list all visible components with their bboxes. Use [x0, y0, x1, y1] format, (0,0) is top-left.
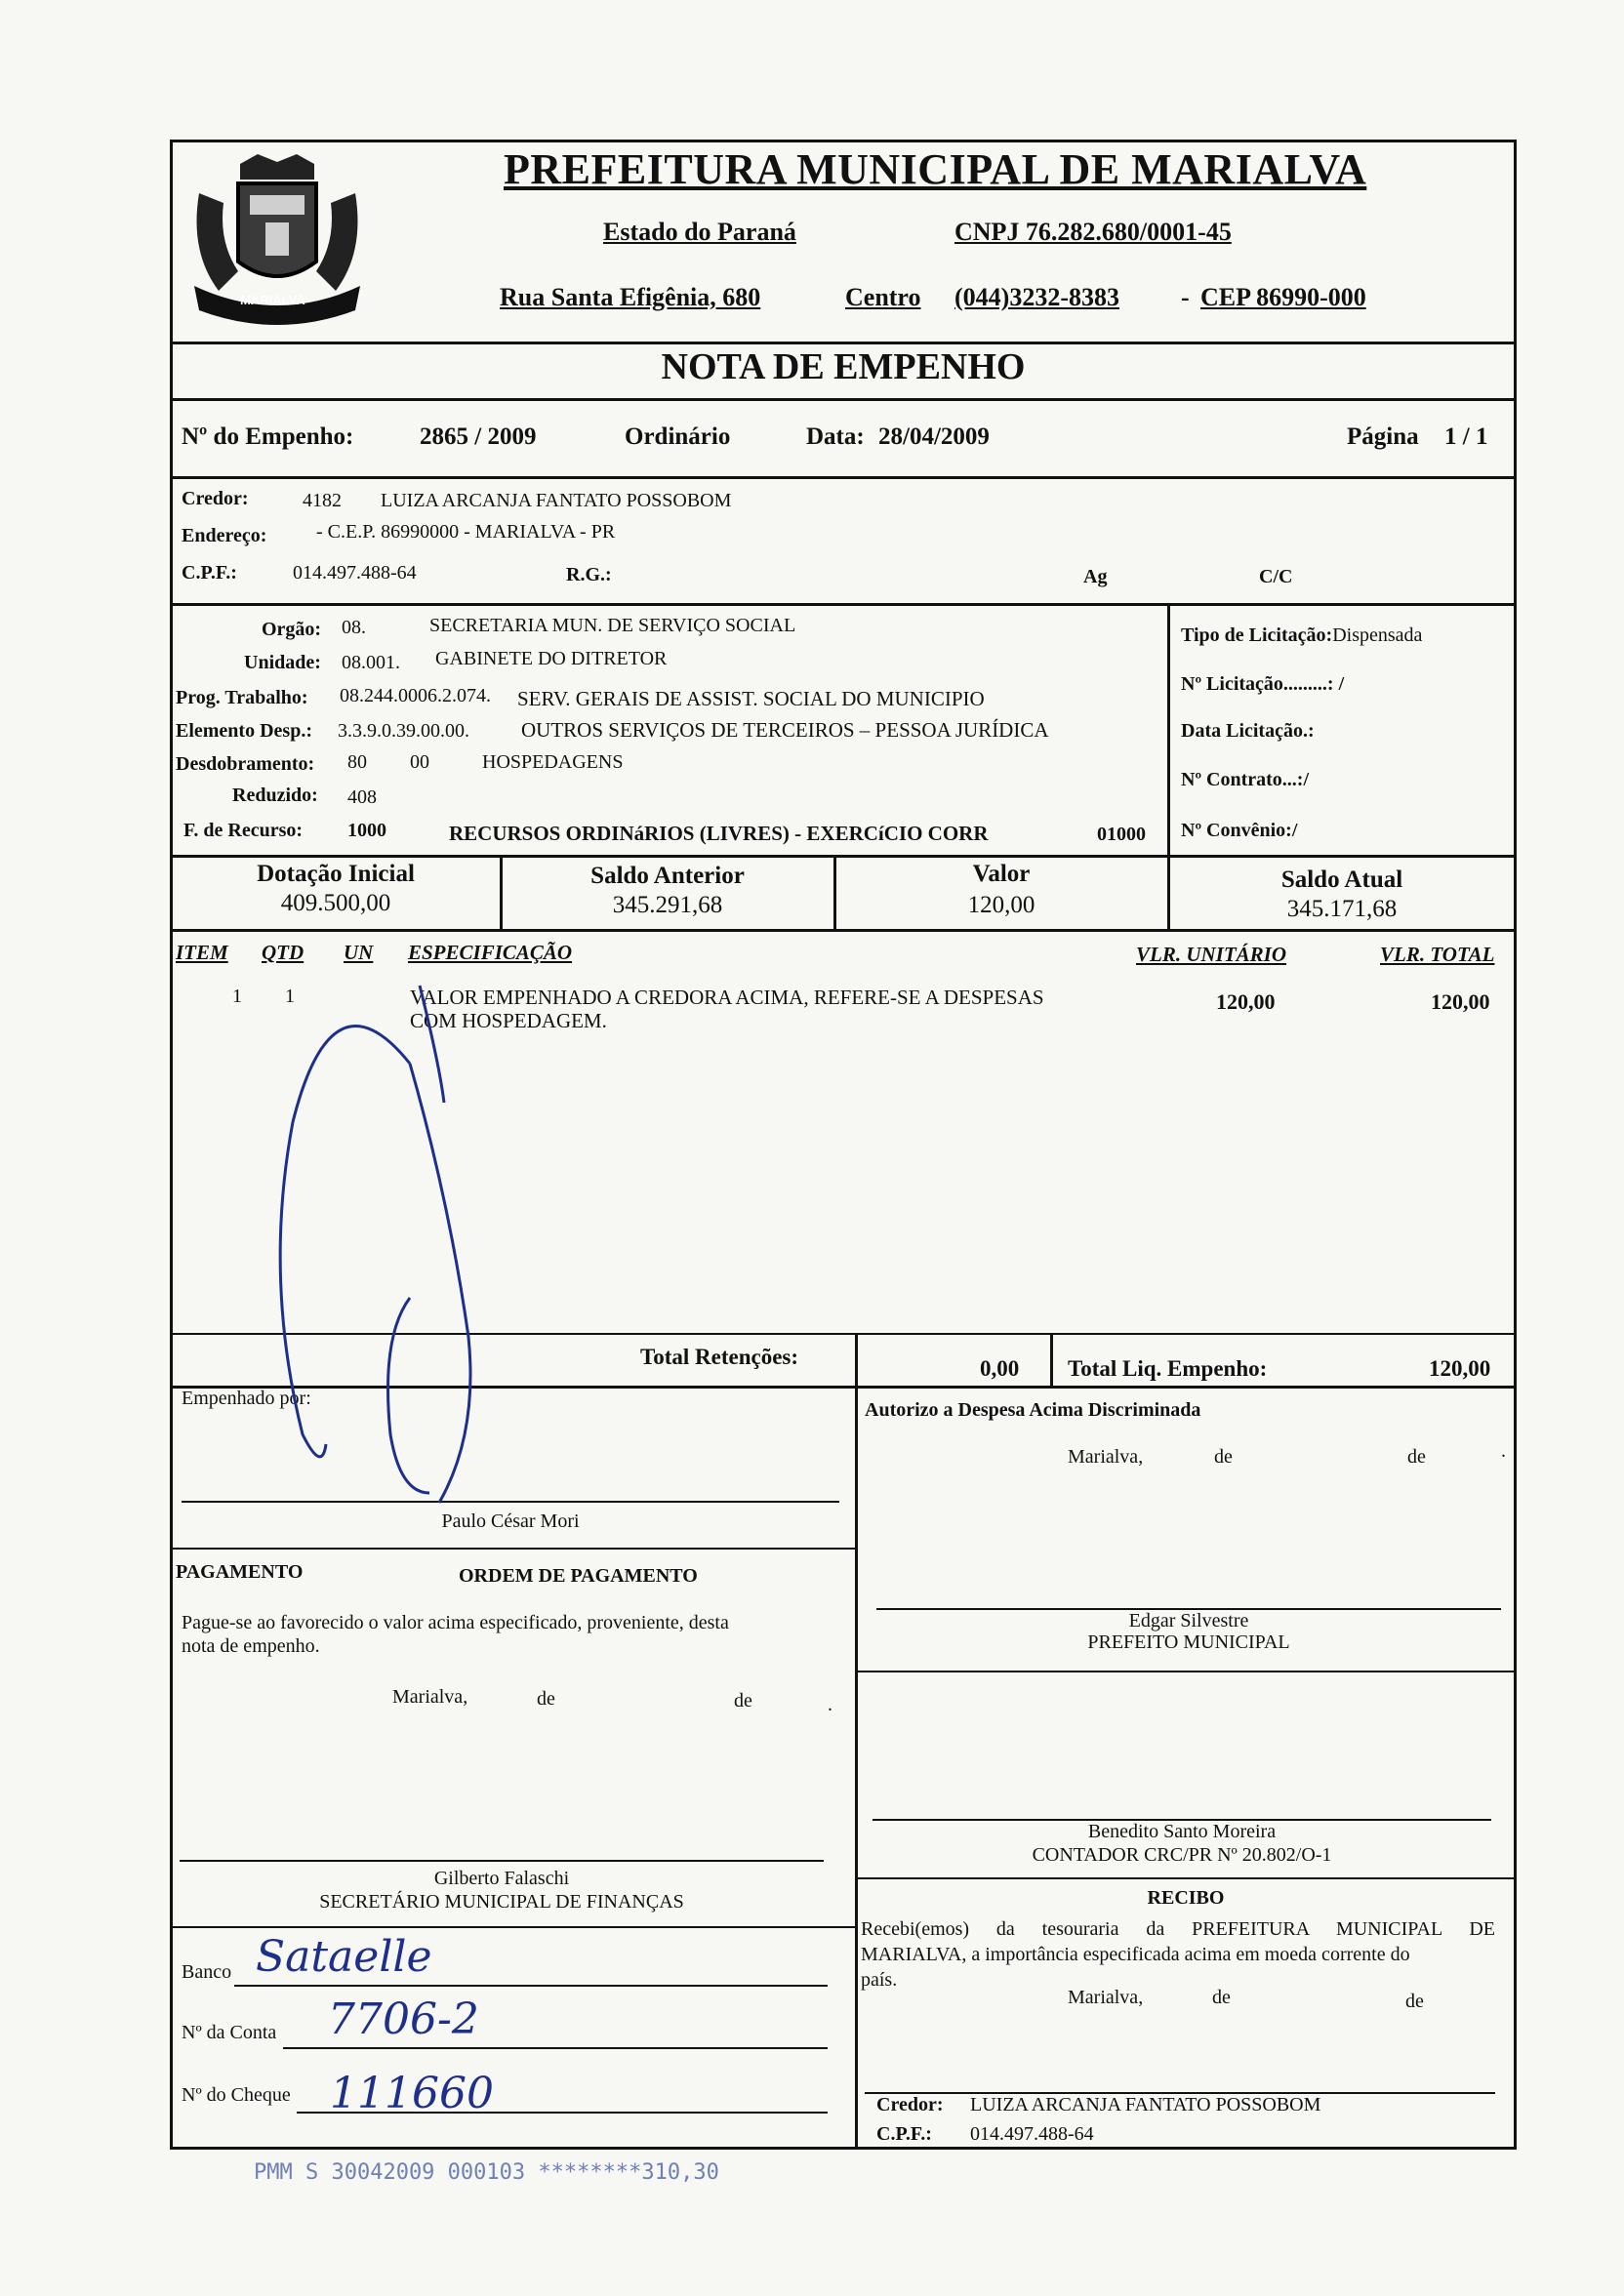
empenho-number-label: Nº do Empenho: — [182, 423, 354, 450]
recurso-label: F. de Recurso: — [183, 820, 304, 841]
header-cep: CEP 86990-000 — [1200, 283, 1366, 311]
col-vlr-unitario: VLR. UNITÁRIO — [1136, 943, 1287, 966]
elem-code: 3.3.9.0.39.00.00. — [338, 720, 469, 742]
valor-value: 120,00 — [967, 892, 1035, 918]
unidade-label: Unidade: — [244, 652, 321, 673]
recibo-de2: de — [1405, 1991, 1424, 2012]
financas-role: SECRETÁRIO MUNICIPAL DE FINANÇAS — [319, 1891, 684, 1913]
recibo-cpf-value: 014.497.488-64 — [970, 2123, 1094, 2145]
recibo-credor-name: LUIZA ARCANJA FANTATO POSSOBOM — [970, 2094, 1321, 2115]
recibo-cpf-label: C.P.F.: — [876, 2123, 932, 2145]
recurso-code: 1000 — [347, 820, 386, 841]
document-title: NOTA DE EMPENHO — [661, 346, 1026, 387]
empenhado-por-label: Empenhado por: — [182, 1388, 311, 1409]
num-convenio: Nº Convênio:/ — [1181, 820, 1298, 841]
empenho-type: Ordinário — [625, 423, 731, 450]
banco-label: Banco — [182, 1961, 232, 1983]
payment-text-line1: Pague-se ao favorecido o valor acima especificado, proveniente, desta — [182, 1612, 729, 1633]
item-unit-value: 120,00 — [1216, 989, 1276, 1014]
elem-label: Elemento Desp.: — [176, 720, 312, 742]
page-label: Página — [1347, 423, 1419, 450]
ordem-pagamento-label: ORDEM DE PAGAMENTO — [459, 1565, 698, 1587]
unidade-code: 08.001. — [342, 652, 400, 673]
recurso-code2: 01000 — [1097, 824, 1146, 845]
creditor-cpf: 014.497.488-64 — [293, 562, 417, 584]
orgao-code: 08. — [342, 617, 366, 638]
payment-city: Marialva, — [392, 1686, 468, 1708]
desd-desc: HOSPEDAGENS — [482, 751, 624, 773]
autorizo-dot: . — [1501, 1440, 1506, 1462]
creditor-name: LUIZA ARCANJA FANTATO POSSOBOM — [381, 490, 732, 511]
empenhado-por-name: Paulo César Mori — [441, 1511, 580, 1532]
saldo-atual-value: 345.171,68 — [1286, 896, 1398, 922]
recibo-city: Marialva, — [1068, 1987, 1144, 2008]
empenho-date-label: Data: — [806, 423, 865, 450]
header-title: PREFEITURA MUNICIPAL DE MARIALVA — [504, 145, 1367, 193]
pagamento-label: PAGAMENTO — [176, 1561, 304, 1583]
conta-label: Nº da Conta — [182, 2022, 277, 2043]
payment-de2: de — [734, 1690, 752, 1712]
tipo-licitacao-label: Tipo de Licitação: — [1181, 624, 1333, 646]
recibo-de1: de — [1212, 1987, 1231, 2008]
saldo-anterior-label: Saldo Anterior — [590, 863, 745, 889]
col-vlr-total: VLR. TOTAL — [1380, 943, 1495, 966]
total-liq-value: 120,00 — [1429, 1356, 1491, 1381]
num-licitacao: Nº Licitação.........: / — [1181, 673, 1345, 695]
creditor-code: 4182 — [303, 490, 342, 511]
financas-name: Gilberto Falaschi — [433, 1868, 570, 1889]
orgao-label: Orgão: — [262, 619, 322, 640]
total-retencoes-label: Total Retenções: — [640, 1345, 799, 1369]
prog-code: 08.244.0006.2.074. — [340, 685, 491, 706]
empenho-date: 28/04/2009 — [878, 423, 990, 450]
total-liq-label: Total Liq. Empenho: — [1068, 1356, 1268, 1381]
autorizo-label: Autorizo a Despesa Acima Discriminada — [865, 1399, 1201, 1421]
num-contrato: Nº Contrato...:/ — [1181, 769, 1310, 790]
autorizo-de1: de — [1214, 1446, 1233, 1468]
unidade-desc: GABINETE DO DITRETOR — [435, 648, 668, 669]
recibo-credor-label: Credor: — [876, 2094, 944, 2115]
header-cnpj: CNPJ 76.282.680/0001-45 — [954, 218, 1232, 246]
municipal-seal — [180, 144, 375, 330]
autorizo-de2: de — [1407, 1446, 1426, 1468]
cheque-label: Nº do Cheque — [182, 2084, 291, 2106]
recibo-text-line2: MARIALVA, a importância especificada acima em moeda corrente do — [861, 1944, 1410, 1965]
machine-stamp: PMM S 30042009 000103 ********310,30 — [254, 2160, 719, 2185]
handwritten-signature — [244, 927, 537, 1512]
conta-handwritten: 7706-2 — [328, 1994, 479, 2044]
desd-code1: 80 — [347, 751, 367, 773]
prog-desc: SERV. GERAIS DE ASSIST. SOCIAL DO MUNICIPIO — [517, 687, 985, 710]
data-licitacao: Data Licitação.: — [1181, 720, 1315, 742]
recibo-text-line3: país. — [861, 1969, 898, 1991]
total-retencoes-value: 0,00 — [980, 1356, 1020, 1381]
saldo-anterior-value: 345.291,68 — [612, 892, 723, 918]
payment-de1: de — [537, 1688, 555, 1710]
col-item: ITEM — [176, 941, 228, 964]
banco-handwritten: Sataelle — [256, 1932, 432, 1982]
item-desc-line2: COM HOSPEDAGEM. — [410, 1009, 607, 1032]
saldo-atual-label: Saldo Atual — [1280, 866, 1403, 893]
payment-text-line2: nota de empenho. — [182, 1635, 320, 1657]
orgao-desc: SECRETARIA MUN. DE SERVIÇO SOCIAL — [429, 615, 796, 636]
item-qtd: 1 — [285, 986, 295, 1007]
cheque-handwritten: 111660 — [330, 2069, 494, 2118]
contador-name: Benedito Santo Moreira — [1087, 1821, 1277, 1842]
col-un: UN — [344, 941, 374, 964]
recibo-text-line1: Recebi(emos) da tesouraria da PREFEITURA MUNICIPAL DE — [861, 1918, 1495, 1940]
ag-label: Ag — [1083, 566, 1108, 587]
col-especificacao: ESPECIFICAÇÃO — [408, 941, 573, 964]
recibo-title: RECIBO — [1147, 1887, 1225, 1909]
header-phone: (044)3232-8383 — [954, 283, 1119, 311]
header-dash: - — [1181, 283, 1190, 311]
reduzido-value: 408 — [347, 786, 377, 808]
cc-label: C/C — [1259, 566, 1293, 587]
valor-label: Valor — [972, 861, 1031, 887]
dotacao-value: 409.500,00 — [280, 890, 391, 916]
recurso-desc: RECURSOS ORDINáRIOS (LIVRES) - EXERCíCIO CORR — [449, 822, 989, 845]
contador-role: CONTADOR CRC/PR Nº 20.802/O-1 — [1032, 1844, 1332, 1866]
page-number: 1 / 1 — [1444, 423, 1488, 450]
reduzido-label: Reduzido: — [232, 785, 318, 806]
prefeito-name: Edgar Silvestre — [1128, 1610, 1249, 1631]
header-district: Centro — [845, 283, 921, 311]
prefeito-role: PREFEITO MUNICIPAL — [1087, 1631, 1290, 1653]
desd-code2: 00 — [410, 751, 429, 773]
address-label: Endereço: — [182, 525, 267, 546]
header-state: Estado do Paraná — [603, 218, 796, 246]
creditor-label: Credor: — [182, 488, 249, 509]
item-total-value: 120,00 — [1431, 989, 1490, 1014]
item-number: 1 — [232, 986, 242, 1007]
dotacao-label: Dotação Inicial — [257, 861, 415, 887]
tipo-licitacao — [1181, 624, 1422, 647]
elem-desc: OUTROS SERVIÇOS DE TERCEIROS – PESSOA JURÍDICA — [521, 718, 1049, 742]
desd-label: Desdobramento: — [176, 753, 315, 775]
col-qtd: QTD — [262, 941, 304, 964]
payment-dot: . — [828, 1694, 832, 1715]
creditor-address: - C.E.P. 86990000 - MARIALVA - PR — [316, 521, 616, 543]
cpf-label: C.P.F.: — [182, 562, 237, 584]
autorizo-city: Marialva, — [1068, 1446, 1144, 1468]
header-address: Rua Santa Efigênia, 680 — [500, 283, 761, 311]
prog-label: Prog. Trabalho: — [176, 687, 308, 708]
tipo-licitacao-value: Dispensada — [1332, 624, 1423, 646]
rg-label: R.G.: — [566, 564, 612, 585]
item-desc-line1: VALOR EMPENHADO A CREDORA ACIMA, REFERE-SE A DESPESAS — [410, 986, 1044, 1009]
seal-ribbon-text: MARIALVA — [240, 293, 305, 307]
empenho-number: 2865 / 2009 — [420, 423, 537, 450]
